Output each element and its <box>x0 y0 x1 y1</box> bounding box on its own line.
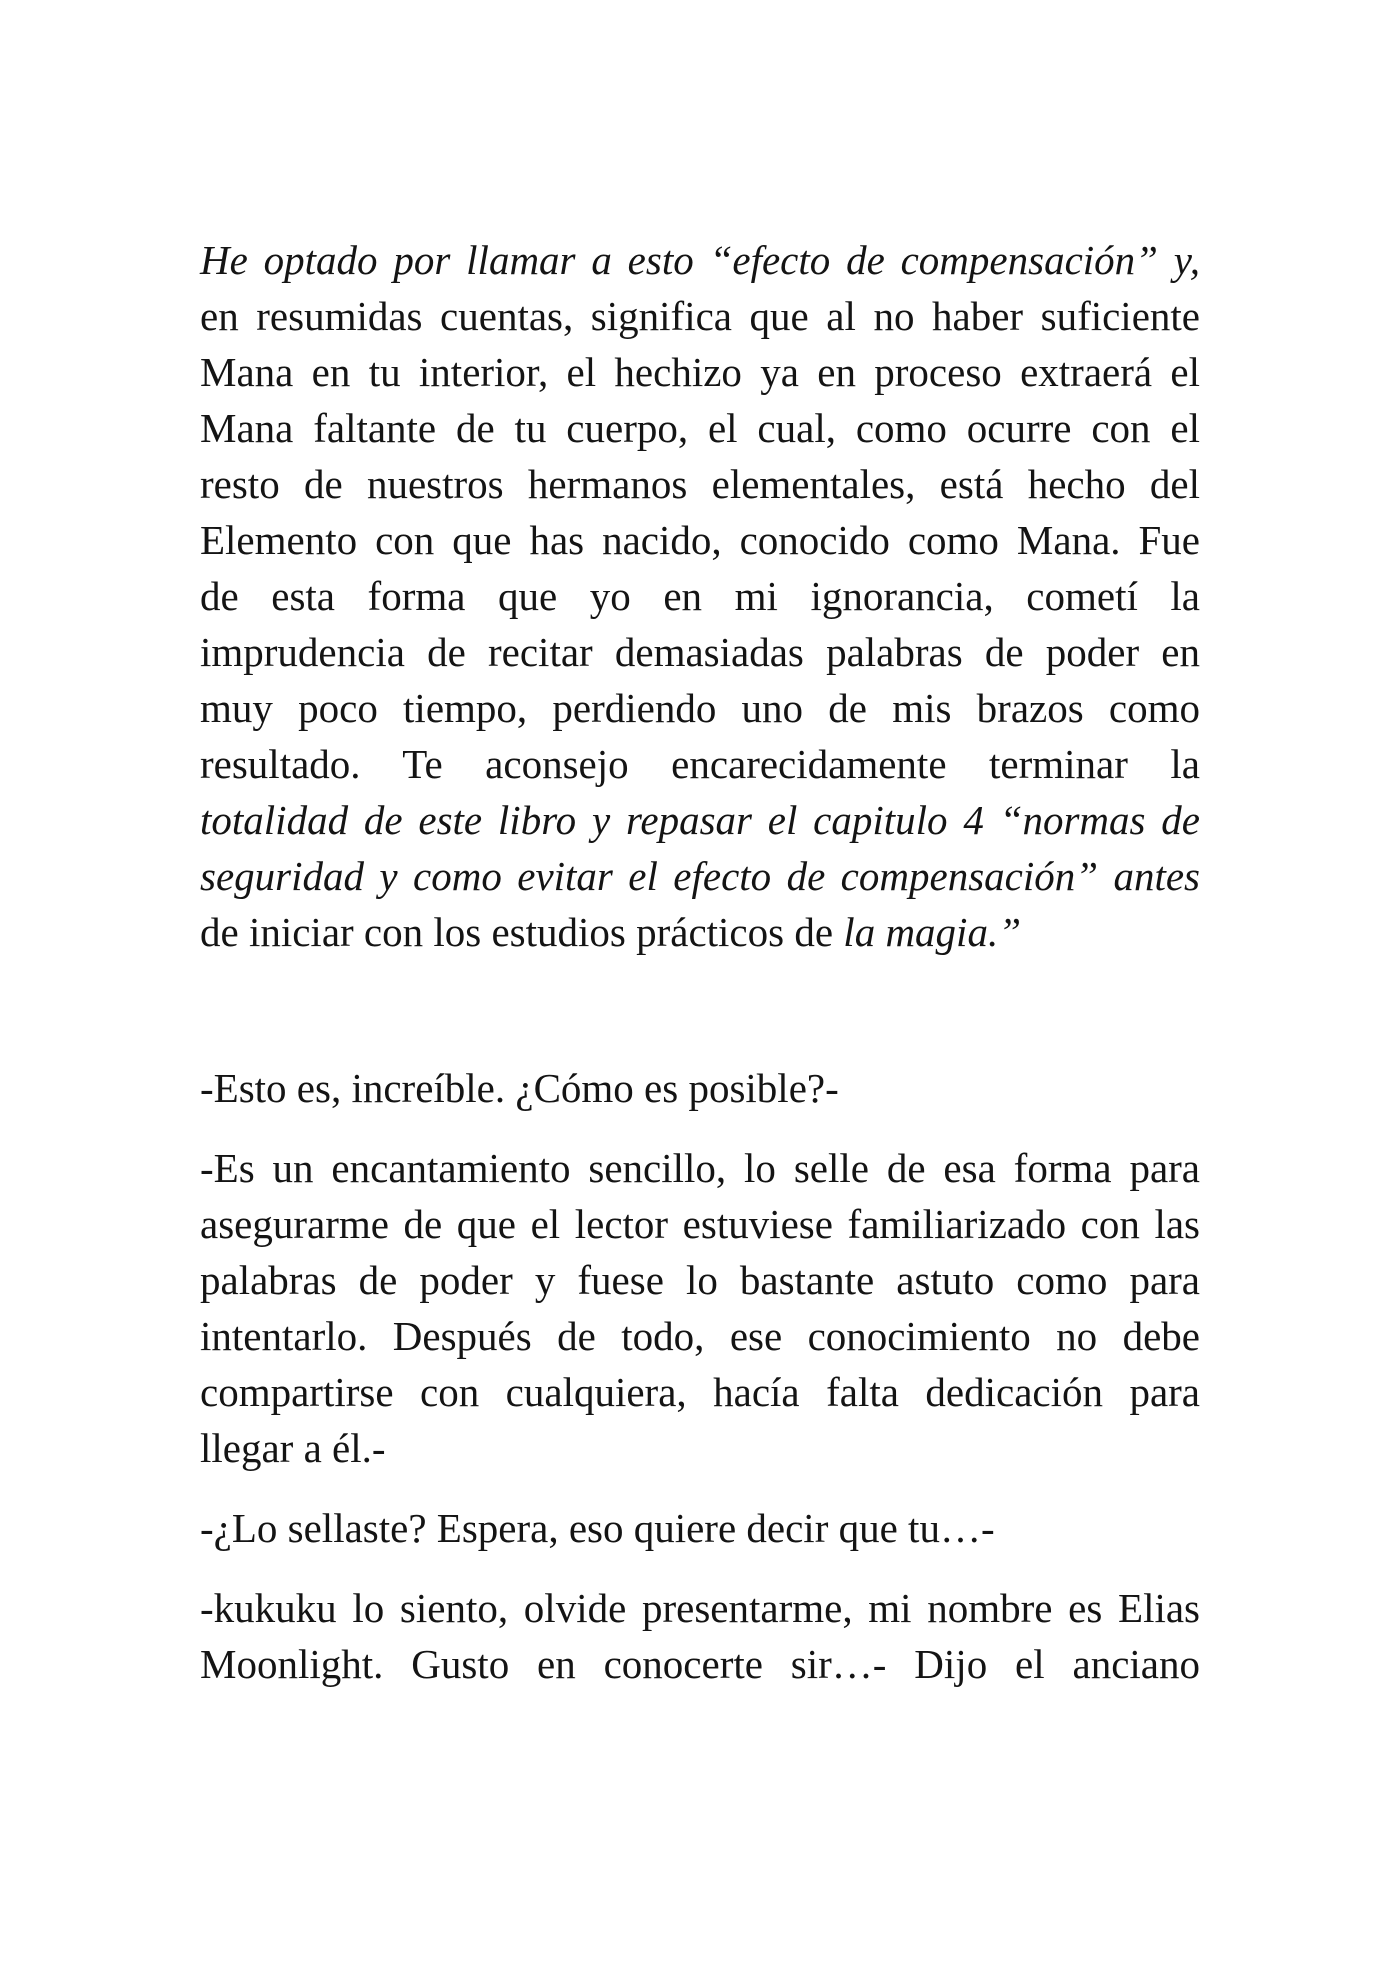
paragraph <box>200 1500 1200 1556</box>
text-line: Mana en tu interior, el hechizo ya en proceso extraerá el <box>200 349 1200 395</box>
text-segment-italic: la magia.” <box>843 909 1021 955</box>
text-line: He optado por llamar a esto “efecto de compensación” y, <box>200 237 1200 283</box>
text-segment: de iniciar con los estudios prácticos de <box>200 909 844 955</box>
text-line: -¿Lo sellaste? Espera, eso quiere decir que tu…- <box>200 1505 995 1551</box>
text-line: -Es un encantamiento sencillo, lo selle de esa forma para <box>200 1145 1200 1191</box>
paragraph <box>200 1140 1200 1476</box>
text-line: Moonlight. Gusto en conocerte sir…- Dijo el anciano <box>200 1641 1200 1687</box>
text-line: -kukuku lo siento, olvide presentarme, mi nombre es Elias <box>200 1585 1200 1631</box>
text-line: muy poco tiempo, perdiendo uno de mis brazos como <box>200 685 1200 731</box>
text-line: totalidad de este libro y repasar el capitulo 4 “normas de <box>200 797 1200 843</box>
text-line: Elemento con que has nacido, conocido como Mana. Fue <box>200 517 1200 563</box>
text-line: llegar a él.- <box>200 1425 386 1471</box>
paragraph <box>200 1580 1200 1692</box>
dialogue-section <box>200 1060 1200 1716</box>
text-line: asegurarme de que el lector estuviese familiarizado con las <box>200 1201 1200 1247</box>
text-line: -Esto es, increíble. ¿Cómo es posible?- <box>200 1065 839 1111</box>
text-line: resto de nuestros hermanos elementales, está hecho del <box>200 461 1200 507</box>
text-line <box>200 904 1200 960</box>
text-line: seguridad y como evitar el efecto de compensación” antes <box>200 853 1200 899</box>
text-line: de esta forma que yo en mi ignorancia, cometí la <box>200 573 1200 619</box>
quoted-passage <box>200 232 1200 960</box>
text-line: intentarlo. Después de todo, ese conocimiento no debe <box>200 1313 1200 1359</box>
text-line: compartirse con cualquiera, hacía falta dedicación para <box>200 1369 1200 1415</box>
text-line: Mana faltante de tu cuerpo, el cual, como ocurre con el <box>200 405 1200 451</box>
book-page <box>200 0 1200 1980</box>
text-line: resultado. Te aconsejo encarecidamente terminar la <box>200 741 1200 787</box>
paragraph <box>200 1060 1200 1116</box>
text-line: imprudencia de recitar demasiadas palabras de poder en <box>200 629 1200 675</box>
text-line: palabras de poder y fuese lo bastante astuto como para <box>200 1257 1200 1303</box>
text-line: en resumidas cuentas, significa que al no haber suficiente <box>200 293 1200 339</box>
